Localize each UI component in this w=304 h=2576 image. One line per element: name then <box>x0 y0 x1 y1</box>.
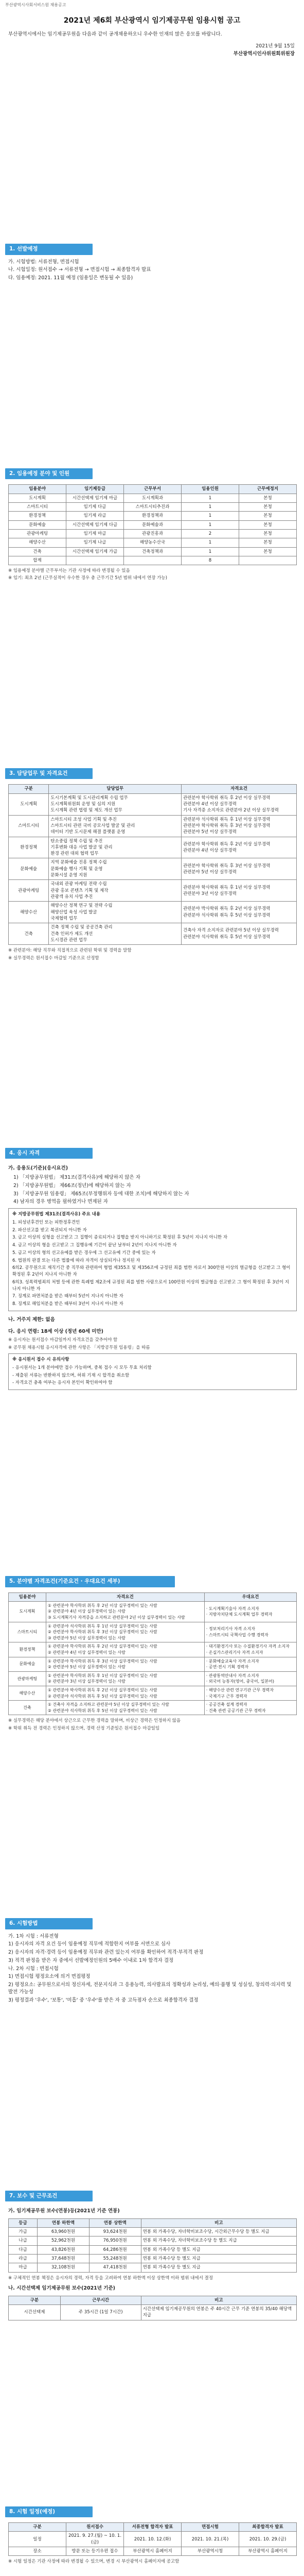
table-header-cell: 등급 <box>9 2218 38 2227</box>
table-cell: 시간선택제 임기제 마급 <box>66 494 124 502</box>
exam-method-line: 2) 평정요소: 공무원으로서의 정신자세, 전문지식과 그 응용능력, 의사발표의 정확성과 논리성, 예의·품행 및 성실성, 창의력·의지력 및 발전 가능성 <box>8 1982 292 1995</box>
section-2-notes <box>8 567 297 582</box>
table-cell: 건축 <box>9 1701 46 1715</box>
disqualification-item: 1. 피성년후견인 또는 피한정후견인 <box>12 1219 80 1225</box>
disqualification-box-title: ※ 지방공무원법 제31조(결격사유) 주요 내용 <box>12 1212 101 1217</box>
exam-method-line: 1) 응시자의 자격 요건 등이 임용예정 직무에 적합한지 여부를 서면으로 심사 <box>8 1941 171 1947</box>
section-7 <box>5 2191 299 2320</box>
section-8-heading: 8. 시험 일정(예정) <box>5 2506 93 2517</box>
table-cell: 본청 <box>239 547 297 556</box>
part-time-salary-subheading: 나. 시간선택제 임기제공무원 보수(2021년 기준) <box>8 2285 115 2291</box>
table-cell: ① 관련분야 학사학위 취득 후 2년 이상 실무경력이 있는 사람 ② 관련분야 4년 이상 실무경력이 있는 사람 <box>46 1642 204 1657</box>
table-cell: 도시계획 <box>9 494 66 502</box>
section-3-body <box>5 779 299 962</box>
table-row <box>9 815 297 837</box>
table-cell: 건축 <box>9 547 66 556</box>
table-note: ※ 임기: 최초 2년 (근무실적이 우수한 경우 총 근무기간 5년 범위 내에서 연장 가능) <box>8 575 167 581</box>
age-requirement-notes <box>8 1336 297 1351</box>
table-cell: 스마트시티추진과 <box>124 502 182 511</box>
table-cell <box>66 556 124 565</box>
section-1 <box>5 244 299 282</box>
table-cell: 방문 또는 등기우편 접수 <box>66 2547 124 2556</box>
table-cell: 문화예술 <box>9 520 66 529</box>
table-cell: 63,960천원 <box>38 2228 90 2236</box>
table-row <box>9 1671 297 1686</box>
table-cell: · 정보처리기사 자격 소지자 · 스마트시티 국책사업 수행 경력자 <box>204 1622 296 1642</box>
selection-line: 가. 시험방법: 서류전형, 면접시험 <box>8 259 79 265</box>
application-caution-list <box>12 1364 293 1387</box>
table-cell: 2021. 9. 27.(월) ~ 10. 1.(금) <box>66 2532 124 2547</box>
table-header-cell: 구분 <box>9 785 49 793</box>
section-6-body <box>5 1929 299 2005</box>
table-cell: 시간선택제 임기제 다급 <box>66 520 124 529</box>
table-cell: 1 <box>182 494 239 502</box>
table-cell: 임기제 마급 <box>66 529 124 538</box>
table-header-cell: 비고 <box>141 2296 296 2304</box>
table-cell: 32,108천원 <box>38 2263 90 2272</box>
table-cell: 문화예술 <box>9 858 49 880</box>
section-7-heading: 7. 보수 및 근무조건 <box>5 2191 93 2201</box>
table-cell: 임기제 다급 <box>66 502 124 511</box>
table-cell: 1 <box>182 520 239 529</box>
table-cell: 관련분야 학사학위 취득 후 2년 이상 실무경력 관련분야 4년 이상 실무경력 기사 자격증 소지자로 관련분야 2년 이상 실무경력 <box>181 793 296 815</box>
table-cell: 2021. 10. 21.(목) <box>182 2532 239 2547</box>
table-cell: 연봉 외 가족수당 등 별도 지급 <box>141 2263 296 2272</box>
table-cell: 연봉 외 가족수당 등 별도 지급 <box>141 2245 296 2254</box>
table-cell: 관련분야 학사학위 취득 후 2년 이상 실무경력 관련분야 4년 이상 실무경력 <box>181 837 296 858</box>
selection-line: 나. 시험일정: 원서접수 → 서류전형 → 면접시험 → 최종합격자 발표 <box>8 267 151 273</box>
table-cell: 임기제 라급 <box>66 512 124 520</box>
residence-requirement: 나. 거주지 제한: 없음 <box>8 1316 55 1323</box>
table-row <box>9 2532 297 2547</box>
exam-method-line: 1) 면접시험 평정요소에 의거 면접평정 <box>8 1974 91 1980</box>
table-cell: 8 <box>182 556 239 565</box>
table-cell: 스마트시티 조성 사업 기획 및 추진 스마트시티 관련 국비 공모사업 발굴 및 관리 데이터 기반 도시문제 해결 플랫폼 운영 <box>49 815 182 837</box>
table-row <box>9 1622 297 1642</box>
section-4-body <box>5 1159 299 1390</box>
table-row <box>9 2304 297 2320</box>
table-cell: 37,648천원 <box>38 2254 90 2263</box>
table-cell: ① 건축사 자격을 소지하고 관련분야 5년 이상 실무경력이 있는 사람 ② 관련분야 석사학위 취득 후 5년 이상 실무경력이 있는 사람 <box>46 1701 204 1715</box>
table-header-cell: 우대요건 <box>204 1592 296 1601</box>
exam-method-line: 3) 평정결과 '우수', '보통', '미흡' 중 '우수'를 받은 자 중 고득점자 순으로 최종합격자 결정 <box>8 1997 199 2003</box>
table-cell: 가급 <box>9 2228 38 2236</box>
section-3-notes <box>8 947 297 962</box>
table-header-cell: 임용분야 <box>9 1592 46 1601</box>
table-row <box>9 547 297 556</box>
document-title: 2021년 제6회 부산광역시 임기제공무원 임용시험 공고 <box>63 16 241 25</box>
table-row <box>9 1642 297 1657</box>
table-row <box>9 529 297 538</box>
salary-note: ※ 구체적인 연봉 책정은 응시자의 경력, 자격 등을 고려하여 연봉 하한액 이상 상한액 이하 범위 내에서 결정 <box>8 2275 213 2281</box>
table-cell: 1 <box>182 547 239 556</box>
section-2 <box>5 468 299 582</box>
table-cell: 마급 <box>9 2263 38 2272</box>
section-4 <box>5 1148 299 1390</box>
application-caution-box <box>8 1353 297 1390</box>
table-row <box>9 2263 297 2272</box>
table-cell: 관광마케팅 <box>9 1671 46 1686</box>
exam-method-line: 2) 응시자의 자격·경력 등이 임용예정 직무와 관련 있는지 여부를 확인하여 적격·부적격 판정 <box>8 1950 204 1956</box>
table-cell: 본청 <box>239 502 297 511</box>
application-caution-title: ※ 응시원서 접수 시 유의사항 <box>12 1357 69 1363</box>
table-row <box>9 2245 297 2254</box>
table-cell: 시간선택제 임기제 가급 <box>66 547 124 556</box>
caution-item: - 제출된 서류는 반환하지 않으며, 허위 기재 시 합격을 취소함 <box>12 1372 130 1378</box>
section-2-heading: 2. 임용예정 분야 및 인원 <box>5 468 93 479</box>
table-cell: 76,950천원 <box>89 2236 141 2245</box>
table-cell: · 관광통역안내사 자격 소지자 · 외국어 능통자(영어, 중국어, 일본어) <box>204 1671 296 1686</box>
table-cell: ① 관련분야 석사학위 취득 후 1년 이상 실무경력이 있는 사람 ② 관련분야 학사학위 취득 후 3년 이상 실무경력이 있는 사람 ③ 관련분야 5년 이상 실무경력이 있는 사람 <box>46 1622 204 1642</box>
table-note: ※ 실무경력은 원서접수 마감일 기준으로 산정함 <box>8 955 99 961</box>
schedule-note: ※ 시험 일정은 기관 사정에 따라 변경될 수 있으며, 변경 시 부산광역시 홈페이지에 공고함 <box>8 2559 180 2565</box>
table-cell: 본청 <box>239 520 297 529</box>
table-cell: 2 <box>182 529 239 538</box>
table-note: ※ 임용예정 분야별 근무부서는 기관 사정에 따라 변경될 수 있음 <box>8 568 130 574</box>
table-cell: 1 <box>182 538 239 547</box>
table-cell: 본청 <box>239 512 297 520</box>
table-cell: 관련분야 학사학위 취득 후 3년 이상 실무경력 관련분야 5년 이상 실무경력 <box>181 858 296 880</box>
section-1-heading: 1. 선발예정 <box>5 244 93 255</box>
table-cell: 지역 문화예술 진흥 정책 수립 문화예술 행사 기획 및 운영 문화시설 운영 지원 <box>49 858 182 880</box>
section-8-body <box>5 2517 299 2566</box>
table-row <box>9 858 297 880</box>
table-row <box>9 793 297 815</box>
table-cell: 환경정책 <box>9 837 49 858</box>
exam-method-line: 나. 2차 시험 : 면접시험 <box>8 1965 59 1972</box>
disqualification-item: 2. 파산선고를 받고 복권되지 아니한 자 <box>12 1227 87 1233</box>
table-cell: 43,826천원 <box>38 2245 90 2254</box>
table-cell: 도시계획 <box>9 793 49 815</box>
caution-item: - 응시원서는 1개 분야에만 접수 가능하며, 중복 접수 시 모두 무효 처리함 <box>12 1365 152 1370</box>
table-cell: 본청 <box>239 494 297 502</box>
table-header-cell: 원서접수 <box>66 2523 124 2532</box>
table-header-cell: 구분 <box>9 2523 66 2532</box>
table-cell: 나급 <box>9 2236 38 2245</box>
age-note: ※ 공무원 채용시험 응시자격에 관한 사항은 「지방공무원 임용령」을 따름 <box>8 1345 150 1350</box>
disqualification-list <box>12 1219 293 1308</box>
table-header-cell: 면접시험 <box>182 2523 239 2532</box>
table-note: ※ 관련분야: 해당 직무와 직접적으로 관련된 학위 및 경력을 말함 <box>8 948 132 954</box>
announcement-date: 2021년 9월 15일 <box>256 43 295 49</box>
disqualification-item: 3. 금고 이상의 실형을 선고받고 그 집행이 종료되거나 집행을 받지 아니하기로 확정된 후 5년이 지나지 아니한 자 <box>12 1235 228 1241</box>
table-header-cell: 근무예정지 <box>239 485 297 494</box>
table-cell: 국내외 관광 마케팅 전략 수립 관광 홍보 콘텐츠 기획 및 제작 관광객 유치 사업 추진 <box>49 880 182 902</box>
table-header-cell: 근무시간 <box>60 2296 141 2304</box>
table-header-cell: 임기제등급 <box>66 485 124 494</box>
table-cell: 1 <box>182 502 239 511</box>
qualification-detail-table <box>8 1592 297 1716</box>
table-row <box>9 2228 297 2236</box>
table-cell: 해양수산 <box>9 902 49 923</box>
table-header-cell: 임용분야 <box>9 485 66 494</box>
caution-item: - 자격요건 충족 여부는 응시자 본인이 확인하여야 함 <box>12 1380 113 1386</box>
section-8 <box>5 2506 299 2566</box>
intro-paragraph: 부산광역시에서는 임기제공무원을 다음과 같이 공개채용하오니 우수한 인재의 많은 응모를 바랍니다. <box>8 31 222 37</box>
table-row <box>9 520 297 529</box>
disqualification-item: 4. 금고 이상의 형을 선고받고 그 집행유예 기간이 끝난 날부터 2년이 지나지 아니한 자 <box>12 1243 177 1248</box>
table-cell: 해양농수산국 <box>124 538 182 547</box>
table-cell: 스마트시티 <box>9 502 66 511</box>
table-cell: 라급 <box>9 2254 38 2263</box>
table-cell: ① 관련분야 박사학위 취득 후 2년 이상 실무경력이 있는 사람 ② 관련분야 석사학위 취득 후 5년 이상 실무경력이 있는 사람 <box>46 1686 204 1701</box>
table-cell: · 도시계획기술사 자격 소지자 · 지방자치단체 도시계획 업무 경력자 <box>204 1601 296 1622</box>
salary-subheading: 가. 임기제공무원 보수(연봉)등(2021년 기준 연봉) <box>8 2208 120 2214</box>
age-note: ※ 응시자는 원서접수 마감일까지 자격요건을 갖추어야 함 <box>8 1337 118 1343</box>
table-cell: 스마트시티 <box>9 1622 46 1642</box>
table-cell: · 문화예술교육사 자격 소지자 · 공연·전시 기획 경력자 <box>204 1657 296 1671</box>
table-cell: 임기제 나급 <box>66 538 124 547</box>
table-cell: 문화예술 <box>9 1657 46 1671</box>
part-time-table <box>8 2296 297 2320</box>
table-header-cell: 구분 <box>9 2296 61 2304</box>
duties-table <box>8 784 297 945</box>
table-cell: 52,962천원 <box>38 2236 90 2245</box>
table-cell: 47,418천원 <box>89 2263 141 2272</box>
table-row <box>9 2547 297 2556</box>
section-5-heading: 5. 분야별 자격조건(기준요건 · 우대요건 세부) <box>5 1576 175 1587</box>
age-requirement: 다. 응시 연령: 18세 이상 (정년 60세 미만) <box>8 1328 103 1334</box>
section-3 <box>5 768 299 962</box>
issuing-organization: 부산광역시인사위원회위원장 <box>233 50 295 57</box>
table-row <box>9 880 297 902</box>
table-header-cell: 서류전형 합격자 발표 <box>124 2523 182 2532</box>
requirement-line: 1) 「지방공무원법」 제31조(결격사유)에 해당하지 않은 자 <box>13 1175 140 1181</box>
table-row <box>9 2254 297 2263</box>
table-cell: 본청 <box>239 529 297 538</box>
table-cell: · 해양수산 관련 연구기관 근무 경력자 · 국제기구 근무 경력자 <box>204 1686 296 1701</box>
table-cell: 환경정책 <box>9 1642 46 1657</box>
requirement-line: 4) 남자의 경우 병역을 필하였거나 면제된 자 <box>13 1199 108 1205</box>
section-5 <box>5 1576 299 1732</box>
salary-table <box>8 2218 297 2273</box>
table-header-cell: 자격요건 <box>46 1592 204 1601</box>
disqualification-item: 6. 법원의 판결 또는 다른 법률에 따라 자격이 상실되거나 정지된 자 <box>12 1258 140 1263</box>
table-cell: 관광마케팅 <box>9 529 66 538</box>
table-row <box>9 512 297 520</box>
table-cell: 건축 <box>9 923 49 945</box>
table-cell: 도시기본계획 및 도시관리계획 수립 업무 도시계획위원회 운영 및 심의 지원 도시계획 관련 법령 및 제도 개선 업무 <box>49 793 182 815</box>
table-note: ※ 학위 취득 전 경력은 인정하지 않으며, 경력 산정 기준일은 원서접수 마감일임 <box>8 1725 160 1731</box>
table-cell: 부산광역시청 <box>182 2547 239 2556</box>
table-cell: 도시계획과 <box>124 494 182 502</box>
table-cell: · 대기환경기사 또는 수질환경기사 자격 소지자 · 온실가스관리기사 자격 소지자 <box>204 1642 296 1657</box>
table-cell: 연봉 외 가족수당, 자녀학비보조수당, 시간외근무수당 등 별도 지급 <box>141 2228 296 2236</box>
table-row <box>9 1657 297 1671</box>
table-cell: 55,248천원 <box>89 2254 141 2263</box>
section-3-heading: 3. 담당업무 및 자격요건 <box>5 768 93 779</box>
section-6 <box>5 1918 299 2004</box>
table-row <box>9 556 297 565</box>
table-cell: 탄소중립 정책 수립 및 추진 기후변화 대응 사업 발굴 및 관리 환경 관련 대외 협력 업무 <box>49 837 182 858</box>
table-cell: 관광마케팅 <box>9 880 49 902</box>
disqualification-box <box>8 1208 297 1311</box>
signature-block <box>5 40 299 58</box>
table-header-cell: 연봉 하한액 <box>38 2218 90 2227</box>
table-cell: 1 <box>182 512 239 520</box>
table-cell: 관련분야 박사학위 취득 후 2년 이상 실무경력 관련분야 석사학위 취득 후 5년 이상 실무경력 <box>181 902 296 923</box>
table-cell <box>239 556 297 565</box>
table-cell: 64,286천원 <box>89 2245 141 2254</box>
table-cell: 해양수산 <box>9 538 66 547</box>
table-cell <box>124 556 182 565</box>
table-header-cell: 최종합격자 발표 <box>239 2523 297 2532</box>
section-7-body <box>5 2201 299 2320</box>
section-4-lines <box>8 1174 297 1206</box>
exam-method-line: 가. 1차 시험 : 서류전형 <box>8 1933 59 1939</box>
schedule-table <box>8 2522 297 2556</box>
disqualification-item: 8. 징계로 해임처분을 받은 때부터 3년이 지나지 아니한 자 <box>12 1301 123 1307</box>
table-cell: 연봉 외 가족수당, 자녀학비보조수당 등 별도 지급 <box>141 2236 296 2245</box>
table-cell: 해양수산 <box>9 1686 46 1701</box>
table-cell: 2021. 10. 29.(금) <box>239 2532 297 2547</box>
table-cell: 본청 <box>239 538 297 547</box>
disqualification-item: 6의3. 성폭력범죄의 처벌 등에 관한 특례법 제2조에 규정된 죄를 범한 사람으로서 100만원 이상의 벌금형을 선고받고 그 형이 확정된 후 3년이 지나지 아니한 자 <box>12 1279 289 1292</box>
table-cell: 건축 정책 수립 및 공공건축 관리 건축 인허가 제도 개선 도시경관 관련 업무 <box>49 923 182 945</box>
table-row <box>9 902 297 923</box>
table-cell: ① 관련분야 학사학위 취득 후 1년 이상 실무경력이 있는 사람 ② 관련분야 3년 이상 실무경력이 있는 사람 <box>46 1671 204 1686</box>
table-cell: 건축정책과 <box>124 547 182 556</box>
table-cell: 도시계획 <box>9 1601 46 1622</box>
table-cell: 시간선택제 임기제공무원의 연봉은 주 40시간 근무 기준 연봉의 35/40 해당액 지급 <box>141 2304 296 2320</box>
table-row <box>9 1601 297 1622</box>
section-5-body <box>5 1587 299 1732</box>
disqualification-item: 5. 금고 이상의 형의 선고유예를 받은 경우에 그 선고유예 기간 중에 있는 자 <box>12 1250 156 1256</box>
document-topbar: 부산광역시사회서비스원 채용공고 <box>5 3 66 7</box>
table-header-cell: 담당업무 <box>49 785 182 793</box>
table-cell: 관련분야 학사학위 취득 후 1년 이상 실무경력 관련분야 3년 이상 실무경력 <box>181 880 296 902</box>
table-header-cell: 연봉 상한액 <box>89 2218 141 2227</box>
section-4-heading: 4. 응시 자격 <box>5 1148 93 1159</box>
positions-table <box>8 484 297 565</box>
table-cell: 합계 <box>9 556 66 565</box>
requirement-line: 2) 「지방공무원법」 제66조(정년)에 해당하지 않는 자 <box>13 1182 131 1189</box>
disqualification-item: 6의2. 공무원으로 재직기간 중 직무와 관련하여 형법 제355조 및 제356조에 규정된 죄를 범한 자로서 300만원 이상의 벌금형을 선고받고 그 형이 확정된 후 2년이 지나지 아니한 자 <box>12 1265 291 1278</box>
table-cell: 관련분야 석사학위 취득 후 1년 이상 실무경력 관련분야 학사학위 취득 후 3년 이상 실무경력 관련분야 5년 이상 실무경력 <box>181 815 296 837</box>
table-row <box>9 502 297 511</box>
section-2-body <box>5 479 299 582</box>
table-cell: 환경정책 <box>9 512 66 520</box>
table-header-cell: 비고 <box>141 2218 296 2227</box>
table-note: ※ 실무경력은 해당 분야에서 상근으로 근무한 경력을 말하며, 비상근 경력은 인정하지 않음 <box>8 1718 181 1724</box>
table-cell: 부산광역시 홈페이지 <box>124 2547 182 2556</box>
table-cell: 주 35시간 (1일 7시간) <box>60 2304 141 2320</box>
table-row <box>9 837 297 858</box>
selection-line: 다. 임용예정: 2021. 11월 예정 (임용일은 변동될 수 있음) <box>8 275 133 281</box>
table-cell: 관광진흥과 <box>124 529 182 538</box>
table-cell: 일정 <box>9 2532 66 2547</box>
table-cell: 93,624천원 <box>89 2228 141 2236</box>
table-row <box>9 2236 297 2245</box>
section-1-body <box>5 255 299 282</box>
table-cell: 건축사 자격 소지자로 관련분야 5년 이상 실무경력 관련분야 석사학위 취득 후 5년 이상 실무경력 <box>181 923 296 945</box>
table-row <box>9 1701 297 1715</box>
table-cell: · 공공건축 설계 경력자 · 건축 관련 공공기관 근무 경력자 <box>204 1701 296 1715</box>
table-cell: 다급 <box>9 2245 38 2254</box>
table-cell: ① 관련분야 학사학위 취득 후 2년 이상 실무경력이 있는 사람 ② 관련분야 4년 이상 실무경력이 있는 사람 ③ 도시계획기사 자격증을 소지하고 관련분야 2년 이상 실무경력이 있는 사람 <box>46 1601 204 1622</box>
table-header-cell: 근무부서 <box>124 485 182 494</box>
exam-method-line: 3) 적격 판정을 받은 자 중에서 선발예정인원의 5배수 이내로 1차 합격자 결정 <box>8 1957 174 1963</box>
table-cell: ① 관련분야 학사학위 취득 후 3년 이상 실무경력이 있는 사람 ② 관련분야 5년 이상 실무경력이 있는 사람 <box>46 1657 204 1671</box>
table-cell: 연봉 외 가족수당 등 별도 지급 <box>141 2254 296 2263</box>
section-4-subheading: 가. 응용도(기준)(응시요건) <box>8 1165 68 1172</box>
table-cell: 해양수산 정책 연구 및 전략 수립 해양산업 육성 사업 발굴 국제협력 업무 <box>49 902 182 923</box>
table-cell: 2021. 10. 12.(화) <box>124 2532 182 2547</box>
requirement-line: 3) 「지방공무원 임용령」 제65조(부정행위자 등에 대한 조치)에 해당하지 않는 자 <box>13 1191 189 1197</box>
table-cell: 시간선택제 <box>9 2304 61 2320</box>
table-cell: 환경정책과 <box>124 512 182 520</box>
table-header-cell: 임용인원 <box>182 485 239 494</box>
table-row <box>9 923 297 945</box>
table-row <box>9 494 297 502</box>
section-5-notes <box>8 1717 297 1732</box>
table-cell: 부산광역시 홈페이지 <box>239 2547 297 2556</box>
table-row <box>9 538 297 547</box>
table-cell: 문화예술과 <box>124 520 182 529</box>
table-row <box>9 1686 297 1701</box>
table-cell: 장소 <box>9 2547 66 2556</box>
disqualification-item: 7. 징계로 파면처분을 받은 때부터 5년이 지나지 아니한 자 <box>12 1294 123 1299</box>
table-cell: 스마트시티 <box>9 815 49 837</box>
table-header-cell: 자격요건 <box>181 785 296 793</box>
section-6-heading: 6. 시험방법 <box>5 1918 93 1929</box>
